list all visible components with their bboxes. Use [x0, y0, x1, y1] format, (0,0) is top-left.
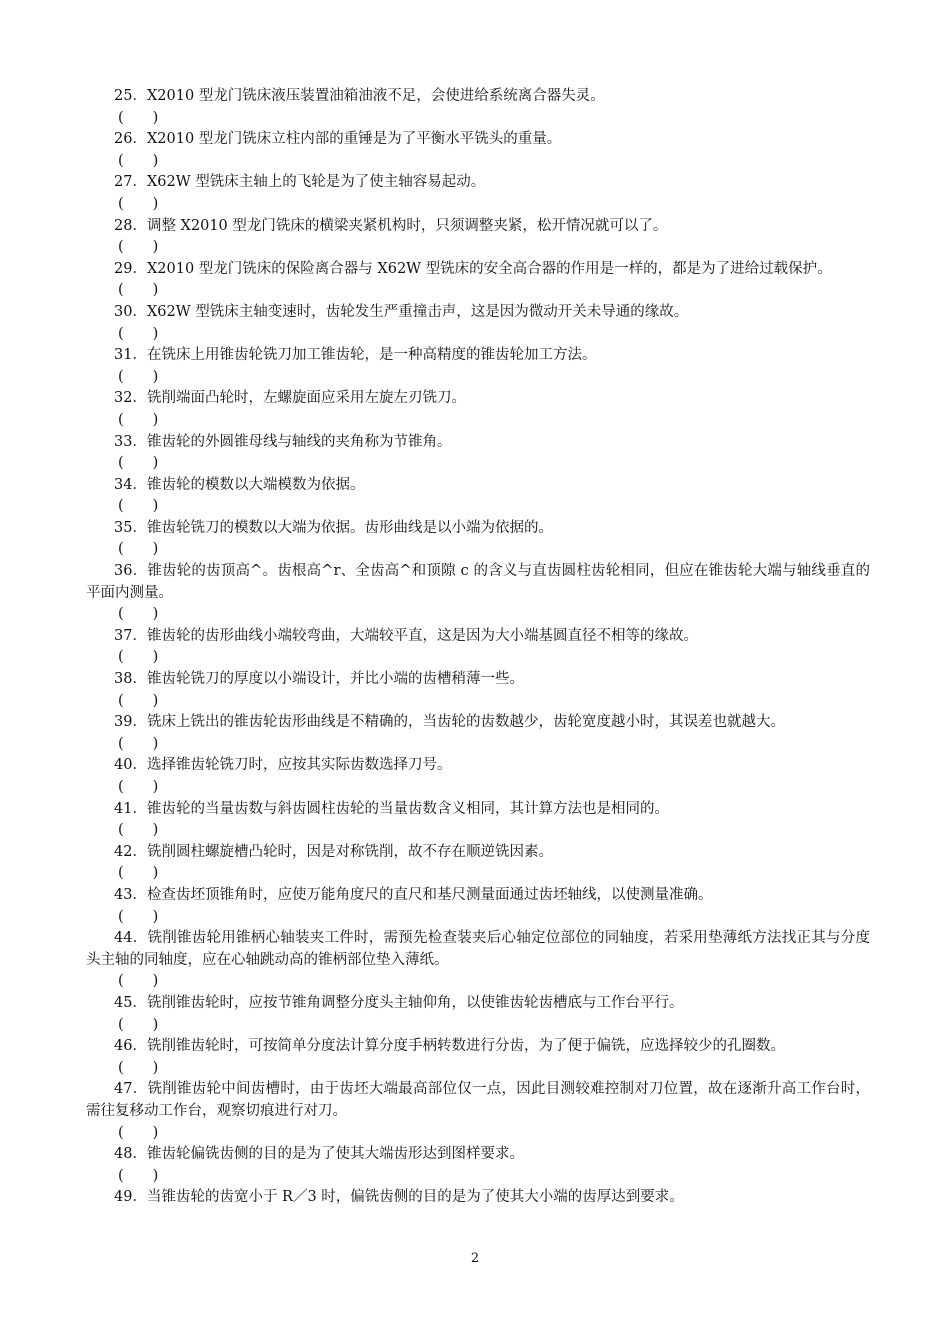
question-text: 46．铣削锥齿轮时，可按简单分度法计算分度手柄转数进行分齿，为了便于偏铣，应选择较少的孔圈数。	[114, 1038, 785, 1055]
answer-parentheses: ( )	[118, 1059, 159, 1076]
question-text: 32．铣削端面凸轮时，左螺旋面应采用左旋左刃铣刀。	[114, 390, 466, 407]
question-text: 33．锥齿轮的外圆锥母线与轴线的夹角称为节锥角。	[114, 433, 452, 450]
answer-parentheses: ( )	[118, 152, 159, 169]
answer-parentheses: ( )	[118, 195, 159, 212]
question-item	[86, 669, 870, 712]
question-text: 45．铣削锥齿轮时，应按节锥角调整分度头主轴仰角，以使锥齿轮齿槽底与工作台平行。	[114, 994, 684, 1011]
answer-parentheses: ( )	[118, 1124, 159, 1141]
question-text: 27．X62W 型铣床主轴上的飞轮是为了使主轴容易起动。	[114, 174, 486, 191]
question-text: 44．铣削锥齿轮用锥柄心轴装夹工件时，需预先检查装夹后心轴定位部位的同轴度，若采用垫薄纸方法找正其与分度头主轴的同轴度，应在心轴跳动高的锥柄部位垫入薄纸。	[86, 930, 870, 968]
question-item	[86, 1144, 870, 1187]
question-item	[86, 216, 870, 259]
question-item	[86, 842, 870, 885]
question-item	[86, 885, 870, 928]
question-text: 48．锥齿轮偏铣齿侧的目的是为了使其大端齿形达到图样要求。	[114, 1146, 524, 1163]
question-item	[86, 129, 870, 172]
question-text: 36．锥齿轮的齿顶高^。齿根高^r、全齿高^和顶隙 c 的含义与直齿圆柱齿轮相同，但应在锥齿轮大端与轴线垂直的平面内测量。	[86, 563, 870, 601]
answer-parentheses: ( )	[118, 606, 159, 623]
question-text: 29．X2010 型龙门铣床的保险离合器与 X62W 型铣床的安全高合器的作用是一样的，都是为了进给过载保护。	[114, 260, 832, 277]
question-text: 26．X2010 型龙门铣床立柱内部的重锤是为了平衡水平铣头的重量。	[114, 131, 562, 148]
answer-parentheses: ( )	[118, 865, 159, 882]
question-item	[86, 993, 870, 1036]
question-item	[86, 302, 870, 345]
question-item	[86, 755, 870, 798]
question-text: 31．在铣床上用锥齿轮铣刀加工锥齿轮，是一种高精度的锥齿轮加工方法。	[114, 347, 597, 364]
question-item	[86, 561, 870, 626]
answer-parentheses: ( )	[118, 908, 159, 925]
question-item	[86, 172, 870, 215]
question-text: 37．锥齿轮的齿形曲线小端较弯曲，大端较平直，这是因为大小端基圆直径不相等的缘故。	[114, 627, 698, 644]
question-text: 40．选择锥齿轮铣刀时，应按其实际齿数选择刀号。	[114, 757, 452, 774]
question-text: 49．当锥齿轮的齿宽小于 R／3 时，偏铣齿侧的目的是为了使其大小端的齿厚达到要求。	[114, 1189, 684, 1206]
answer-parentheses: ( )	[118, 649, 159, 666]
answer-parentheses: ( )	[118, 779, 159, 795]
question-text: 34．锥齿轮的模数以大端模数为依据。	[114, 476, 365, 493]
answer-parentheses: ( )	[118, 973, 159, 990]
question-text: 30．X62W 型铣床主轴变速时，齿轮发生严重撞击声，这是因为微动开关未导通的缘故。	[114, 303, 689, 320]
question-item	[86, 1036, 870, 1079]
question-item	[86, 388, 870, 431]
answer-parentheses: ( )	[118, 455, 159, 472]
question-text: 39．铣床上铣出的锥齿轮齿形曲线是不精确的，当齿轮的齿数越少，齿轮宽度越小时，其误差也就越大。	[114, 714, 785, 731]
answer-parentheses: ( )	[118, 498, 159, 515]
page-number: 2	[470, 1251, 480, 1266]
answer-parentheses: ( )	[118, 109, 159, 126]
answer-parentheses: ( )	[118, 1167, 159, 1184]
answer-parentheses: ( )	[118, 1016, 159, 1033]
question-text: 28．调整 X2010 型龙门铣床的横梁夹紧机构时，只须调整夹紧，松开情况就可以了。	[114, 217, 668, 234]
question-text: 25．X2010 型龙门铣床液压装置油箱油液不足，会使进给系统离合器失灵。	[114, 88, 605, 104]
question-item	[86, 259, 870, 302]
question-text: 38．锥齿轮铣刀的厚度以小端设计，并比小端的齿槽稍薄一些。	[114, 671, 524, 688]
question-text: 41．锥齿轮的当量齿数与斜齿圆柱齿轮的当量齿数含义相同，其计算方法也是相同的。	[114, 800, 669, 817]
question-item	[86, 518, 870, 561]
question-item	[86, 1187, 870, 1209]
answer-parentheses: ( )	[118, 282, 159, 299]
answer-parentheses: ( )	[118, 325, 159, 342]
question-item	[86, 799, 870, 842]
answer-parentheses: ( )	[118, 368, 159, 385]
question-text: 43．检查齿坯顶锥角时，应使万能角度尺的直尺和基尺测量面通过齿坯轴线，以使测量准确。	[114, 886, 713, 903]
answer-parentheses: ( )	[118, 411, 159, 428]
question-text: 47．铣削锥齿轮中间齿槽时，由于齿坯大端最高部位仅一点，因此目测较难控制对刀位置，故在逐渐升高工作台时，需往复移动工作台，观察切痕进行对刀。	[86, 1081, 870, 1119]
question-item	[86, 1079, 870, 1144]
question-item	[86, 712, 870, 755]
answer-parentheses: ( )	[118, 692, 159, 709]
question-item	[86, 928, 870, 993]
answer-parentheses: ( )	[118, 822, 159, 839]
question-item	[86, 475, 870, 518]
question-item	[86, 432, 870, 475]
answer-parentheses: ( )	[118, 735, 159, 752]
question-text: 42．铣削圆柱螺旋槽凸轮时，因是对称铣削，故不存在顺逆铣因素。	[114, 843, 553, 860]
question-list	[86, 86, 870, 1209]
answer-parentheses: ( )	[118, 541, 159, 558]
question-item	[86, 86, 870, 129]
question-item	[86, 626, 870, 669]
answer-parentheses: ( )	[118, 239, 159, 256]
question-text: 35．锥齿轮铣刀的模数以大端为依据。齿形曲线是以小端为依据的。	[114, 519, 553, 536]
question-item	[86, 345, 870, 388]
